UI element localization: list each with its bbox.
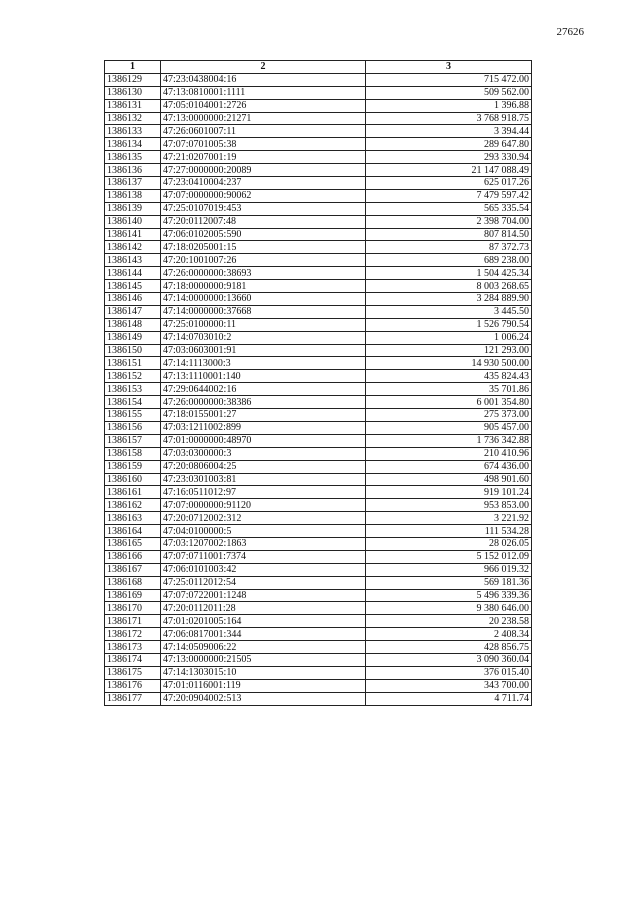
cadastral-value-cell: 9 380 646.00 — [366, 602, 532, 615]
table-row — [105, 73, 532, 86]
cadastral-number-cell: 47:13:0000000:21271 — [161, 112, 366, 125]
cadastral-value-cell: 2 398 704.00 — [366, 215, 532, 228]
cadastral-value-cell: 1 526 790.54 — [366, 318, 532, 331]
cadastral-value-cell: 3 445.50 — [366, 305, 532, 318]
row-number-cell: 1386148 — [105, 318, 161, 331]
cadastral-number-cell: 47:16:0511012:97 — [161, 486, 366, 499]
cadastral-number-cell: 47:25:0112012:54 — [161, 576, 366, 589]
cadastral-number-cell: 47:01:0116001:119 — [161, 679, 366, 692]
table-row — [105, 99, 532, 112]
cadastral-number-cell: 47:01:0000000:48970 — [161, 434, 366, 447]
table-row — [105, 679, 532, 692]
cadastral-number-cell: 47:06:0817001:344 — [161, 628, 366, 641]
cadastral-number-cell: 47:25:0100000:11 — [161, 318, 366, 331]
table-row — [105, 537, 532, 550]
row-number-cell: 1386143 — [105, 254, 161, 267]
table-row — [105, 357, 532, 370]
cadastral-number-cell: 47:14:0509006:22 — [161, 641, 366, 654]
table-row — [105, 151, 532, 164]
table-row — [105, 215, 532, 228]
row-number-cell: 1386142 — [105, 241, 161, 254]
table-row — [105, 383, 532, 396]
cadastral-value-cell: 7 479 597.42 — [366, 189, 532, 202]
cadastral-number-cell: 47:01:0201005:164 — [161, 615, 366, 628]
cadastral-value-cell: 3 284 889.90 — [366, 293, 532, 306]
row-number-cell: 1386146 — [105, 293, 161, 306]
cadastral-value-cell: 87 372.73 — [366, 241, 532, 254]
row-number-cell: 1386161 — [105, 486, 161, 499]
cadastral-value-cell: 111 534.28 — [366, 525, 532, 538]
cadastral-number-cell: 47:14:0000000:13660 — [161, 293, 366, 306]
cadastral-value-cell: 3 090 360.04 — [366, 653, 532, 666]
cadastral-number-cell: 47:20:0712002:312 — [161, 512, 366, 525]
cadastral-number-cell: 47:18:0155001:27 — [161, 409, 366, 422]
registry-table — [104, 60, 532, 706]
cadastral-value-cell: 28 026.05 — [366, 537, 532, 550]
row-number-cell: 1386157 — [105, 434, 161, 447]
cadastral-number-cell: 47:18:0000000:9181 — [161, 280, 366, 293]
cadastral-number-cell: 47:21:0207001:19 — [161, 151, 366, 164]
cadastral-value-cell: 2 408.34 — [366, 628, 532, 641]
cadastral-number-cell: 47:14:1113000:3 — [161, 357, 366, 370]
cadastral-value-cell: 35 701.86 — [366, 383, 532, 396]
cadastral-number-cell: 47:20:0112007:48 — [161, 215, 366, 228]
cadastral-number-cell: 47:07:0722001:1248 — [161, 589, 366, 602]
cadastral-value-cell: 428 856.75 — [366, 641, 532, 654]
cadastral-value-cell: 5 496 339.36 — [366, 589, 532, 602]
cadastral-number-cell: 47:14:0000000:37668 — [161, 305, 366, 318]
row-number-cell: 1386173 — [105, 641, 161, 654]
table-row — [105, 563, 532, 576]
row-number-cell: 1386163 — [105, 512, 161, 525]
row-number-cell: 1386150 — [105, 344, 161, 357]
header-row — [105, 61, 532, 74]
cadastral-number-cell: 47:27:0000000:20089 — [161, 164, 366, 177]
row-number-cell: 1386156 — [105, 421, 161, 434]
cadastral-value-cell: 14 930 500.00 — [366, 357, 532, 370]
row-number-cell: 1386164 — [105, 525, 161, 538]
table-row — [105, 550, 532, 563]
page-number: 27626 — [556, 26, 584, 38]
cadastral-value-cell: 569 181.36 — [366, 576, 532, 589]
cadastral-value-cell: 293 330.94 — [366, 151, 532, 164]
cadastral-number-cell: 47:23:0301003:81 — [161, 473, 366, 486]
cadastral-number-cell: 47:03:0603001:91 — [161, 344, 366, 357]
row-number-cell: 1386134 — [105, 138, 161, 151]
cadastral-value-cell: 210 410.96 — [366, 447, 532, 460]
cadastral-value-cell: 625 017.26 — [366, 177, 532, 190]
cadastral-number-cell: 47:29:0644002:16 — [161, 383, 366, 396]
cadastral-value-cell: 953 853.00 — [366, 499, 532, 512]
cadastral-number-cell: 47:20:1001007:26 — [161, 254, 366, 267]
table-row — [105, 589, 532, 602]
cadastral-value-cell: 905 457.00 — [366, 421, 532, 434]
cadastral-number-cell: 47:07:0711001:7374 — [161, 550, 366, 563]
table-row — [105, 189, 532, 202]
table-row — [105, 615, 532, 628]
column-header-2: 2 — [161, 61, 366, 74]
cadastral-value-cell: 21 147 088.49 — [366, 164, 532, 177]
table-row — [105, 409, 532, 422]
table-row — [105, 164, 532, 177]
row-number-cell: 1386158 — [105, 447, 161, 460]
row-number-cell: 1386135 — [105, 151, 161, 164]
table-row — [105, 228, 532, 241]
table-row — [105, 254, 532, 267]
row-number-cell: 1386155 — [105, 409, 161, 422]
cadastral-number-cell: 47:03:0300000:3 — [161, 447, 366, 460]
table-row — [105, 473, 532, 486]
row-number-cell: 1386152 — [105, 370, 161, 383]
row-number-cell: 1386160 — [105, 473, 161, 486]
cadastral-value-cell: 1 504 425.34 — [366, 267, 532, 280]
cadastral-value-cell: 3 221.92 — [366, 512, 532, 525]
table-row — [105, 370, 532, 383]
cadastral-number-cell: 47:13:1110001:140 — [161, 370, 366, 383]
table-row — [105, 692, 532, 705]
cadastral-number-cell: 47:03:1207002:1863 — [161, 537, 366, 550]
cadastral-number-cell: 47:26:0000000:38386 — [161, 396, 366, 409]
cadastral-number-cell: 47:04:0100000:5 — [161, 525, 366, 538]
table-row — [105, 305, 532, 318]
cadastral-number-cell: 47:26:0000000:38693 — [161, 267, 366, 280]
cadastral-number-cell: 47:23:0410004:237 — [161, 177, 366, 190]
cadastral-value-cell: 4 711.74 — [366, 692, 532, 705]
table-row — [105, 318, 532, 331]
cadastral-value-cell: 966 019.32 — [366, 563, 532, 576]
row-number-cell: 1386171 — [105, 615, 161, 628]
row-number-cell: 1386168 — [105, 576, 161, 589]
row-number-cell: 1386137 — [105, 177, 161, 190]
row-number-cell: 1386176 — [105, 679, 161, 692]
row-number-cell: 1386129 — [105, 73, 161, 86]
table-row — [105, 434, 532, 447]
cadastral-value-cell: 1 006.24 — [366, 331, 532, 344]
cadastral-number-cell: 47:07:0000000:91120 — [161, 499, 366, 512]
cadastral-number-cell: 47:20:0806004:25 — [161, 460, 366, 473]
row-number-cell: 1386165 — [105, 537, 161, 550]
table-row — [105, 460, 532, 473]
cadastral-number-cell: 47:06:0102005:590 — [161, 228, 366, 241]
table-row — [105, 331, 532, 344]
cadastral-value-cell: 509 562.00 — [366, 86, 532, 99]
cadastral-value-cell: 376 015.40 — [366, 666, 532, 679]
table-row — [105, 486, 532, 499]
cadastral-value-cell: 343 700.00 — [366, 679, 532, 692]
cadastral-value-cell: 689 238.00 — [366, 254, 532, 267]
table-row — [105, 344, 532, 357]
cadastral-number-cell: 47:13:0000000:21505 — [161, 653, 366, 666]
table-row — [105, 499, 532, 512]
row-number-cell: 1386172 — [105, 628, 161, 641]
cadastral-value-cell: 435 824.43 — [366, 370, 532, 383]
table-row — [105, 125, 532, 138]
cadastral-number-cell: 47:05:0104001:2726 — [161, 99, 366, 112]
cadastral-value-cell: 5 152 012.09 — [366, 550, 532, 563]
table-row — [105, 421, 532, 434]
table-row — [105, 280, 532, 293]
table-row — [105, 525, 532, 538]
cadastral-value-cell: 8 003 268.65 — [366, 280, 532, 293]
cadastral-number-cell: 47:07:0000000:90062 — [161, 189, 366, 202]
row-number-cell: 1386131 — [105, 99, 161, 112]
cadastral-value-cell: 3 394.44 — [366, 125, 532, 138]
cadastral-value-cell: 275 373.00 — [366, 409, 532, 422]
row-number-cell: 1386133 — [105, 125, 161, 138]
row-number-cell: 1386149 — [105, 331, 161, 344]
cadastral-value-cell: 807 814.50 — [366, 228, 532, 241]
cadastral-number-cell: 47:18:0205001:15 — [161, 241, 366, 254]
cadastral-value-cell: 121 293.00 — [366, 344, 532, 357]
cadastral-value-cell: 1 396.88 — [366, 99, 532, 112]
cadastral-number-cell: 47:20:0904002:513 — [161, 692, 366, 705]
cadastral-number-cell: 47:25:0107019:453 — [161, 202, 366, 215]
table-row — [105, 267, 532, 280]
cadastral-number-cell: 47:14:0703010:2 — [161, 331, 366, 344]
row-number-cell: 1386144 — [105, 267, 161, 280]
table-row — [105, 666, 532, 679]
table-row — [105, 138, 532, 151]
cadastral-value-cell: 565 335.54 — [366, 202, 532, 215]
cadastral-value-cell: 498 901.60 — [366, 473, 532, 486]
cadastral-value-cell: 20 238.58 — [366, 615, 532, 628]
row-number-cell: 1386151 — [105, 357, 161, 370]
cadastral-number-cell: 47:26:0601007:11 — [161, 125, 366, 138]
column-header-3: 3 — [366, 61, 532, 74]
table-row — [105, 653, 532, 666]
cadastral-number-cell: 47:13:0810001:1111 — [161, 86, 366, 99]
row-number-cell: 1386138 — [105, 189, 161, 202]
cadastral-number-cell: 47:14:1303015:10 — [161, 666, 366, 679]
table-row — [105, 576, 532, 589]
row-number-cell: 1386147 — [105, 305, 161, 318]
row-number-cell: 1386162 — [105, 499, 161, 512]
row-number-cell: 1386130 — [105, 86, 161, 99]
table-row — [105, 447, 532, 460]
table-row — [105, 112, 532, 125]
table-row — [105, 628, 532, 641]
cadastral-number-cell: 47:20:0112011:28 — [161, 602, 366, 615]
table-row — [105, 241, 532, 254]
cadastral-value-cell: 289 647.80 — [366, 138, 532, 151]
column-header-1: 1 — [105, 61, 161, 74]
cadastral-value-cell: 6 001 354.80 — [366, 396, 532, 409]
row-number-cell: 1386140 — [105, 215, 161, 228]
row-number-cell: 1386170 — [105, 602, 161, 615]
table-row — [105, 396, 532, 409]
cadastral-value-cell: 674 436.00 — [366, 460, 532, 473]
row-number-cell: 1386141 — [105, 228, 161, 241]
row-number-cell: 1386166 — [105, 550, 161, 563]
table-row — [105, 641, 532, 654]
cadastral-number-cell: 47:03:1211002:899 — [161, 421, 366, 434]
row-number-cell: 1386159 — [105, 460, 161, 473]
cadastral-value-cell: 1 736 342.88 — [366, 434, 532, 447]
table-row — [105, 602, 532, 615]
row-number-cell: 1386169 — [105, 589, 161, 602]
cadastral-value-cell: 715 472.00 — [366, 73, 532, 86]
cadastral-value-cell: 3 768 918.75 — [366, 112, 532, 125]
cadastral-number-cell: 47:07:0701005:38 — [161, 138, 366, 151]
row-number-cell: 1386167 — [105, 563, 161, 576]
row-number-cell: 1386175 — [105, 666, 161, 679]
row-number-cell: 1386139 — [105, 202, 161, 215]
row-number-cell: 1386153 — [105, 383, 161, 396]
cadastral-value-cell: 919 101.24 — [366, 486, 532, 499]
cadastral-number-cell: 47:06:0101003:42 — [161, 563, 366, 576]
row-number-cell: 1386154 — [105, 396, 161, 409]
table-row — [105, 512, 532, 525]
row-number-cell: 1386145 — [105, 280, 161, 293]
table-row — [105, 293, 532, 306]
row-number-cell: 1386177 — [105, 692, 161, 705]
row-number-cell: 1386132 — [105, 112, 161, 125]
table-row — [105, 202, 532, 215]
row-number-cell: 1386136 — [105, 164, 161, 177]
table-row — [105, 86, 532, 99]
table-row — [105, 177, 532, 190]
cadastral-number-cell: 47:23:0438004:16 — [161, 73, 366, 86]
row-number-cell: 1386174 — [105, 653, 161, 666]
